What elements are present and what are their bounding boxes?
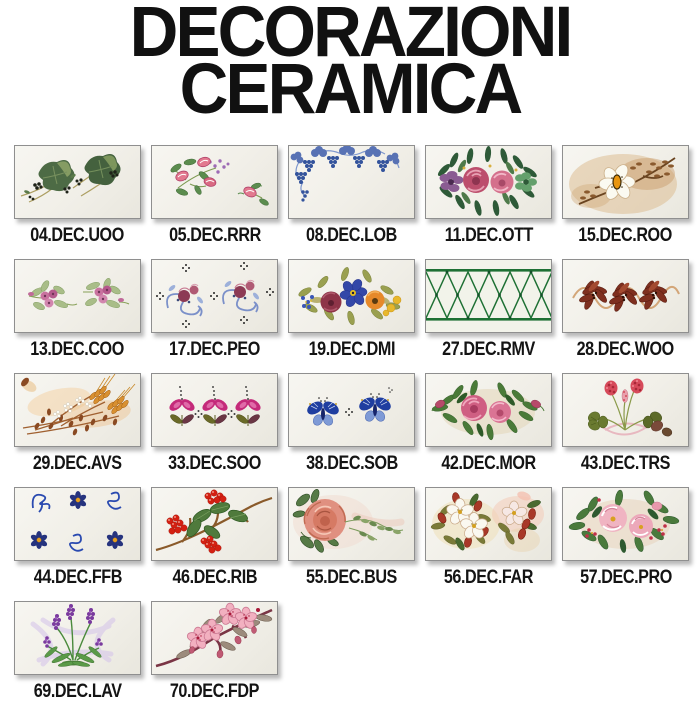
tile-code: 11.DEC.OTT — [444, 225, 533, 246]
tile-code: 43.DEC.TRS — [580, 453, 671, 474]
catalog-item — [14, 145, 141, 246]
red-currant-branch-tile-icon — [151, 487, 278, 561]
blue-butterflies-tile-icon — [288, 373, 415, 447]
wild-rose-sepia-tile-icon — [562, 145, 689, 219]
catalog-item — [562, 373, 689, 474]
title-line-1: DECORAZIONI — [129, 0, 571, 72]
tile-code: 57.DEC.PRO — [579, 567, 672, 588]
green-trellis-tile-icon — [425, 259, 552, 333]
tile-code: 46.DEC.RIB — [172, 567, 257, 588]
page-title — [0, 0, 700, 129]
catalog-item — [425, 259, 552, 360]
catalog-item — [14, 259, 141, 360]
catalog-item — [151, 601, 278, 702]
tile-code: 70.DEC.FDP — [169, 681, 260, 702]
catalog-item — [288, 259, 415, 360]
oat-wheat-spray-tile-icon — [14, 373, 141, 447]
tile-code: 69.DEC.LAV — [33, 681, 122, 702]
catalog-item — [425, 487, 552, 588]
tile-code: 08.DEC.LOB — [306, 225, 397, 246]
catalog-item — [288, 373, 415, 474]
catalog-item — [562, 487, 689, 588]
catalog-item — [151, 145, 278, 246]
rust-leaf-band-tile-icon — [562, 259, 689, 333]
tile-code: 15.DEC.ROO — [578, 225, 673, 246]
catalog-item — [14, 373, 141, 474]
ivy-leaves-tile-icon — [14, 145, 141, 219]
tile-code: 38.DEC.SOB — [305, 453, 398, 474]
catalog-item — [425, 145, 552, 246]
catalog-item — [288, 487, 415, 588]
mixed-bouquet-tile-icon — [288, 259, 415, 333]
salmon-rose-vine-tile-icon — [288, 487, 415, 561]
apple-blossoms-tile-icon — [425, 487, 552, 561]
tile-code: 56.DEC.FAR — [443, 567, 534, 588]
tile-code: 05.DEC.RRR — [168, 225, 261, 246]
catalog-item — [14, 601, 141, 702]
tile-code: 33.DEC.SOO — [168, 453, 261, 474]
catalog-item — [14, 487, 141, 588]
catalog-item — [151, 373, 278, 474]
catalog-item — [425, 373, 552, 474]
tile-code: 44.DEC.FFB — [33, 567, 122, 588]
catalog-item — [562, 145, 689, 246]
peach-blossom-branch-tile-icon — [151, 601, 278, 675]
twin-pink-sprays-tile-icon — [14, 259, 141, 333]
tile-code: 17.DEC.PEO — [169, 339, 260, 360]
catalog-item — [288, 145, 415, 246]
tile-code: 27.DEC.RMV — [442, 339, 535, 360]
flower-garland-tile-icon — [425, 145, 552, 219]
catalog-item — [151, 259, 278, 360]
tile-code: 55.DEC.BUS — [306, 567, 397, 588]
tile-code: 28.DEC.WOO — [576, 339, 675, 360]
title-line-2: CERAMICA — [179, 50, 521, 129]
tile-code: 04.DEC.UOO — [30, 225, 125, 246]
blue-flowers-bows-tile-icon — [14, 487, 141, 561]
pink-rosebuds-tile-icon — [151, 145, 278, 219]
tile-code: 13.DEC.COO — [30, 339, 125, 360]
lavender-sprigs-tile-icon — [14, 601, 141, 675]
magenta-butterfly-flowers-tile-icon — [151, 373, 278, 447]
tile-code: 19.DEC.DMI — [308, 339, 395, 360]
catalog-item — [151, 487, 278, 588]
blue-grapevine-tile-icon — [288, 145, 415, 219]
tile-code: 42.DEC.MOR — [441, 453, 536, 474]
catalog-item — [562, 259, 689, 360]
clover-red-blossoms-tile-icon — [562, 373, 689, 447]
pink-roses-bouquet-tile-icon — [562, 487, 689, 561]
pink-rose-garland-tile-icon — [425, 373, 552, 447]
tile-code: 29.DEC.AVS — [33, 453, 122, 474]
catalog-grid — [14, 145, 689, 702]
roses-blue-scrolls-tile-icon — [151, 259, 278, 333]
